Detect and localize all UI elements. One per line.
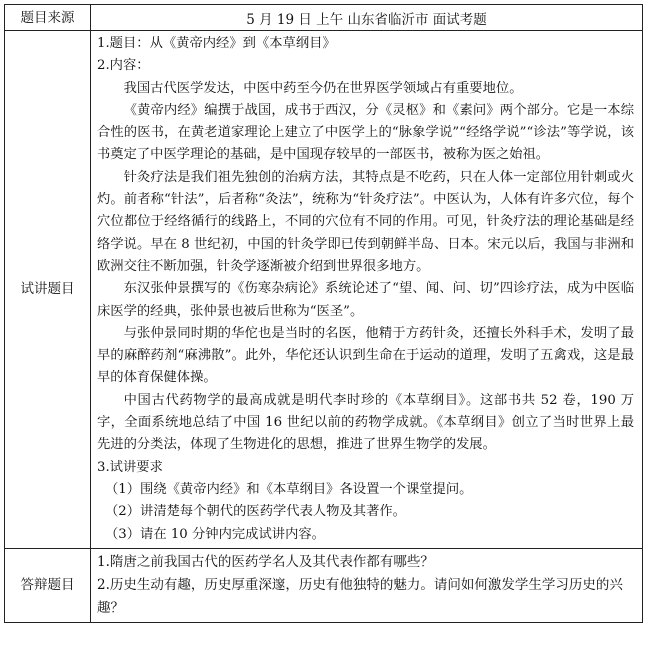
defense-question: 2.历史生动有趣，历史厚重深邃，历史有他独特的魅力。请问如何激发学生学习历史的兴趣？ [97,576,623,616]
requirement-item: （3）请在 10 分钟内完成试讲内容。 [104,526,325,542]
paragraph: 与张仲景同时期的华佗也是当时的名医，他精于方药针灸，还擅长外科手术，发明了最早的麻醉药剂“麻沸散”。此外，华佗还认识到生命在于运动的道理，发明了五禽戏，这是最早的体育保健体操。 [97,325,634,386]
defense-row [5,548,643,622]
paragraph: 中国古代药物学的最高成就是明代李时珍的《本草纲目》。这部书共 52 卷，190 万字，全面系统地总结了中国 16 世纪以前的药物学成就。《本草纲目》创立了当时世界上最先进的分类法，体现了生物进化的思想，推进了世界生物学的发展。 [97,392,634,453]
source-value: 5 月 19 日 上午 山东省临沂市 面试考题 [91,5,643,31]
paragraph: 《黄帝内经》编撰于战国，成书于西汉，分《灵枢》和《素问》两个部分。它是一本综合性的医书，在黄老道家理论上建立了中医学上的“脉象学说”“经络学说”“诊法”等学说，该书奠定了中医学理论的基础，是中国现存较早的一部医书，被称为医之始祖。 [97,102,634,163]
source-label: 题目来源 [5,5,91,31]
header-row [5,5,643,31]
defense-content [91,548,643,622]
content-heading: 2.内容： [97,58,150,74]
defense-label: 答辩题目 [5,548,91,622]
requirement-item: （2）讲清楚每个朝代的医药学代表人物及其著作。 [104,504,406,520]
paragraph: 东汉张仲景撰写的《伤寒杂病论》系统论述了“望、闻、问、切”四诊疗法，成为中医临床医学的经典，张仲景也被后世称为“医圣”。 [97,281,634,319]
lecture-label: 试讲题目 [5,31,91,549]
lecture-title: 1.题目：从《黄帝内经》到《本草纲目》 [97,36,336,51]
lecture-row [5,31,643,549]
paragraph: 针灸疗法是我们祖先独创的治病方法，其特点是不吃药，只在人体一定部位用针刺或火灼。前者称“针法”，后者称“灸法”，统称为“针灸疗法”。中医认为，人体有许多穴位，每个穴位都位于经络循行的线路上，不同的穴位有不同的作用。可见，针灸疗法的理论基础是经络学说。早在 8 世纪初，中国的针灸学即已传到朝鲜半岛、日本。宋元以后，我国与非洲和欧洲交往不断加强，针灸学逐渐被介绍到世界很多地方。 [97,169,634,274]
exam-table [4,4,643,623]
lecture-content [91,31,643,549]
requirement-item: （1）围绕《黄帝内经》和《本草纲目》各设置一个课堂提问。 [104,481,473,497]
defense-question: 1.隋唐之前我国古代的医药学名人及其代表作都有哪些？ [97,553,434,570]
requirements-heading: 3.试讲要求 [97,459,163,475]
paragraph: 我国古代医学发达，中医中药至今仍在世界医学领域占有重要地位。 [123,80,523,96]
